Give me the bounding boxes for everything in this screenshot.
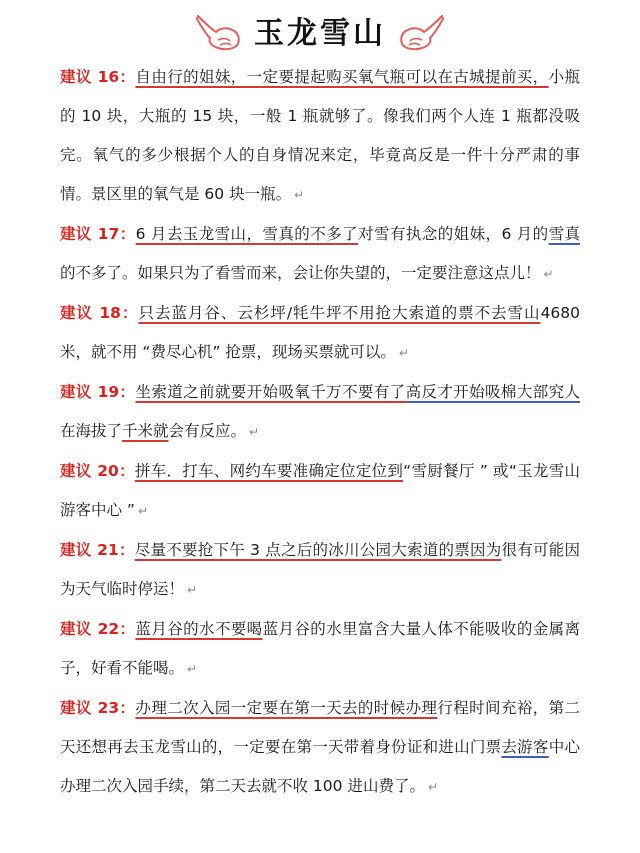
tip-text: 高反才开始吸棉大部究人 (405, 383, 580, 401)
return-mark-icon: ↵ (427, 780, 439, 794)
tip-label: 建议 17： (60, 225, 136, 243)
tip-text: 中心办理二次入园手续，第二天去就不收 100 进山费了。 (60, 738, 580, 795)
tip-text: 去游客 (501, 738, 549, 756)
tip-text: 尽量不要抢下午 3 点之后的冰川公园大索道的票因为 (134, 541, 502, 559)
tip-text: 行程时间充裕，第二天还想再去玉龙雪山的，一定要在第一天带着身份证和进山门票 (60, 699, 580, 756)
tip-text: 自由行的姐妹，一定要提起购买氧气瓶可以在古城提前买， (135, 68, 549, 86)
tip-paragraph (60, 531, 580, 610)
tip-text: 雪真 (548, 225, 580, 243)
tip-label: 建议 19： (60, 383, 136, 401)
tip-paragraph (60, 215, 580, 294)
tip-label: 建议 23： (60, 699, 136, 717)
pointing-hand-right-icon (396, 8, 446, 52)
return-mark-icon: ↵ (294, 188, 305, 202)
tip-paragraph (60, 58, 580, 215)
return-mark-icon: ↵ (137, 504, 149, 518)
tip-text: 小瓶的 10 块，大瓶的 15 块，一般 1 瓶就够了。像我们两个人连 1 瓶都没吸完。氧气的多少根据个人的自身情况来定，毕竟高反是一件十分严肃的事情。景区里的氧气是 60 块一瓶。 (60, 68, 580, 203)
tip-text: 办理二次入园一定要在第一天去的时候办理 (135, 699, 438, 717)
tip-text: 蓝月谷的水不要喝 (135, 620, 263, 638)
tip-paragraph (60, 373, 580, 452)
pointing-hand-left-icon (194, 8, 244, 52)
tip-paragraph (60, 689, 580, 807)
tip-text: 4680 米，就不用 “费尽心机” 抢票，现场买票就可以。 (60, 304, 581, 361)
tip-text: 会有反应。 (168, 422, 247, 440)
header (0, 4, 640, 56)
tip-text: 在海拔了 (60, 422, 123, 440)
tip-label: 建议 21： (60, 541, 135, 559)
tip-text: 拼车．打车、网约车要准确定位定位到 (134, 462, 404, 480)
tip-text: 蓝月谷的水里富含大量人体不能吸收的金属离子，好看不能喝。 (60, 620, 580, 677)
tip-text: 坐索道之前就要开始吸氧千万不要有了 (135, 383, 406, 401)
return-mark-icon: ↵ (543, 267, 554, 281)
tip-paragraph (60, 452, 580, 531)
tips-list (60, 58, 580, 807)
tip-label: 建议 20： (60, 462, 135, 480)
return-mark-icon: ↵ (249, 425, 260, 439)
tip-text: 千米就 (122, 422, 169, 440)
return-mark-icon: ↵ (187, 583, 198, 597)
page-title: 玉龙雪山 (254, 16, 386, 51)
tip-paragraph (60, 294, 580, 373)
tip-label: 建议 16： (60, 68, 136, 86)
tip-text: 的不多了。如果只为了看雪而来，会让你失望的，一定要注意这点儿！ (60, 264, 541, 282)
tip-text: 对雪有执念的姐妹，6 月的 (358, 225, 549, 243)
tip-text: 只去蓝月谷、云杉坪/牦牛坪不用抢大索道的票不去雪山 (138, 304, 541, 322)
return-mark-icon: ↵ (398, 346, 409, 360)
tip-label: 建议 22： (60, 620, 136, 638)
tip-text: 6 月去玉龙雪山，雪真的不多了 (135, 225, 359, 243)
tip-paragraph (60, 610, 580, 689)
tip-text: 很有可能因为天气临时停运！ (60, 541, 581, 598)
tip-label: 建议 18： (60, 304, 139, 322)
tip-text: “雪厨餐厅 ” 或“玉龙雪山游客中心 ” (60, 462, 580, 519)
return-mark-icon: ↵ (187, 662, 198, 676)
